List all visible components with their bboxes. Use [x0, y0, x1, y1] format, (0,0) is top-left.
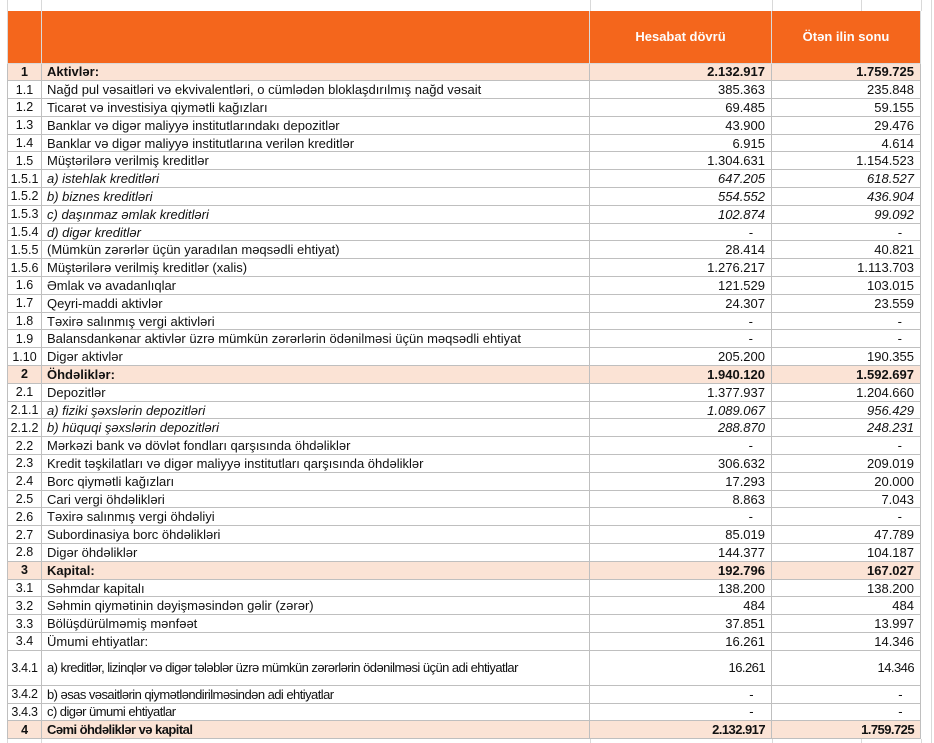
row-number-cell[interactable]: 2.8: [8, 544, 42, 562]
table-header-row: [8, 11, 921, 63]
description-cell[interactable]: Nağd pul vəsaitləri və ekvivalentləri, o cümlədən bloklaşdırılmış nağd vəsait: [42, 81, 590, 99]
row-number-cell[interactable]: 2.7: [8, 526, 42, 544]
description-cell[interactable]: Təxirə salınmış vergi öhdəliyi: [42, 508, 590, 526]
value-current-period-cell[interactable]: 43.900: [590, 116, 772, 134]
value-previous-year-cell[interactable]: 104.187: [772, 544, 921, 562]
value-previous-year-cell[interactable]: -: [772, 508, 921, 526]
row-number-cell[interactable]: 1.5.1: [8, 170, 42, 188]
description-cell[interactable]: Səhmin qiymətinin dəyişməsindən gəlir (zərər): [42, 597, 590, 615]
value-previous-year-cell[interactable]: 1.204.660: [772, 383, 921, 401]
value-current-period-cell[interactable]: 484: [590, 597, 772, 615]
table-row: [8, 116, 921, 134]
value-current-period-cell[interactable]: -: [590, 312, 772, 330]
row-number-cell[interactable]: 1.5.5: [8, 241, 42, 259]
row-number-cell[interactable]: 3.1: [8, 579, 42, 597]
description-cell[interactable]: Depozitlər: [42, 383, 590, 401]
value-previous-year-cell[interactable]: 1.154.523: [772, 152, 921, 170]
value-current-period-cell[interactable]: 1.940.120: [590, 366, 772, 384]
value-previous-year-cell[interactable]: 20.000: [772, 472, 921, 490]
value-current-period-cell[interactable]: 1.276.217: [590, 259, 772, 277]
row-number-cell[interactable]: 2.1.2: [8, 419, 42, 437]
table-row: [8, 508, 921, 526]
table-row: [8, 383, 921, 401]
value-previous-year-cell[interactable]: 4.614: [772, 134, 921, 152]
value-previous-year-cell[interactable]: 7.043: [772, 490, 921, 508]
value-previous-year-cell[interactable]: 484: [772, 597, 921, 615]
value-current-period-cell[interactable]: 647.205: [590, 170, 772, 188]
row-number-cell[interactable]: 3.4: [8, 633, 42, 651]
description-cell[interactable]: Cari vergi öhdəlikləri: [42, 490, 590, 508]
value-current-period-cell[interactable]: -: [590, 685, 772, 703]
description-cell[interactable]: Müştərilərə verilmiş kreditlər: [42, 152, 590, 170]
row-number-cell[interactable]: 1.10: [8, 348, 42, 366]
value-current-period-cell[interactable]: 102.874: [590, 205, 772, 223]
row-number-cell[interactable]: 1.1: [8, 81, 42, 99]
row-number-cell[interactable]: 1.5.2: [8, 188, 42, 206]
value-current-period-cell[interactable]: 138.200: [590, 579, 772, 597]
row-number-cell[interactable]: 3.4.2: [8, 685, 42, 703]
value-current-period-cell[interactable]: 2.132.917: [590, 721, 772, 739]
description-cell[interactable]: Əmlak və avadanlıqlar: [42, 277, 590, 295]
description-cell[interactable]: Kapital:: [42, 561, 590, 579]
description-cell[interactable]: Ümumi ehtiyatlar:: [42, 633, 590, 651]
value-current-period-cell[interactable]: -: [590, 330, 772, 348]
value-previous-year-cell[interactable]: 13.997: [772, 615, 921, 633]
table-row: [8, 170, 921, 188]
value-previous-year-cell[interactable]: 1.592.697: [772, 366, 921, 384]
value-current-period-cell[interactable]: 306.632: [590, 455, 772, 473]
description-cell[interactable]: Subordinasiya borc öhdəlikləri: [42, 526, 590, 544]
value-previous-year-cell[interactable]: 23.559: [772, 294, 921, 312]
table-row: [8, 401, 921, 419]
sheet-gridline-right: [931, 0, 932, 743]
header-cell-description[interactable]: [42, 11, 590, 63]
description-cell[interactable]: Səhmdar kapitalı: [42, 579, 590, 597]
value-previous-year-cell[interactable]: 138.200: [772, 579, 921, 597]
description-cell[interactable]: c) digər ümumi ehtiyatlar: [42, 703, 590, 721]
value-previous-year-cell[interactable]: -: [772, 437, 921, 455]
value-current-period-cell[interactable]: 144.377: [590, 544, 772, 562]
table-row: [8, 134, 921, 152]
description-cell[interactable]: a) kreditlər, lizinqlər və digər tələblər üzrə mümkün zərərlərin ödənilməsi üçün adi ehtiyatlar: [42, 650, 590, 685]
row-number-cell[interactable]: 2.1.1: [8, 401, 42, 419]
value-previous-year-cell[interactable]: -: [772, 223, 921, 241]
table-row: [8, 615, 921, 633]
value-current-period-cell[interactable]: -: [590, 703, 772, 721]
row-number-cell[interactable]: 3.4.3: [8, 703, 42, 721]
description-cell[interactable]: a) istehlak kreditləri: [42, 170, 590, 188]
value-current-period-cell[interactable]: -: [590, 437, 772, 455]
value-current-period-cell[interactable]: 17.293: [590, 472, 772, 490]
row-number-cell[interactable]: 3.4.1: [8, 650, 42, 685]
row-number-cell[interactable]: 2.4: [8, 472, 42, 490]
description-cell[interactable]: Bölüşdürülməmiş mənfəət: [42, 615, 590, 633]
description-cell[interactable]: b) biznes kreditləri: [42, 188, 590, 206]
table-row: [8, 490, 921, 508]
value-previous-year-cell[interactable]: -: [772, 312, 921, 330]
description-cell[interactable]: (Mümkün zərərlər üçün yaradılan məqsədli ehtiyat): [42, 241, 590, 259]
balance-table-body: [8, 63, 921, 739]
value-previous-year-cell[interactable]: 1.759.725: [772, 63, 921, 81]
table-row: [8, 99, 921, 117]
table-row: [8, 330, 921, 348]
table-row: [8, 205, 921, 223]
value-previous-year-cell[interactable]: 1.759.725: [772, 721, 921, 739]
value-previous-year-cell[interactable]: 167.027: [772, 561, 921, 579]
description-cell[interactable]: Cəmi öhdəliklər və kapital: [42, 721, 590, 739]
table-row: [8, 419, 921, 437]
row-number-cell[interactable]: 3: [8, 561, 42, 579]
table-row: [8, 348, 921, 366]
value-previous-year-cell[interactable]: 956.429: [772, 401, 921, 419]
value-current-period-cell[interactable]: 2.132.917: [590, 63, 772, 81]
value-current-period-cell[interactable]: 1.377.937: [590, 383, 772, 401]
row-number-cell[interactable]: 1.8: [8, 312, 42, 330]
value-previous-year-cell[interactable]: 29.476: [772, 116, 921, 134]
header-cell-number[interactable]: [8, 11, 42, 63]
description-cell[interactable]: Banklar və digər maliyyə institutlarına verilən kreditlər: [42, 134, 590, 152]
table-row: [8, 241, 921, 259]
value-previous-year-cell[interactable]: -: [772, 685, 921, 703]
description-cell[interactable]: b) hüquqi şəxslərin depozitləri: [42, 419, 590, 437]
row-number-cell[interactable]: 1.4: [8, 134, 42, 152]
table-row: [8, 455, 921, 473]
table-row: [8, 63, 921, 81]
table-row: [8, 223, 921, 241]
value-current-period-cell[interactable]: 205.200: [590, 348, 772, 366]
table-row: [8, 579, 921, 597]
header-cell-previous-year-end[interactable]: Ötən ilin sonu: [772, 11, 921, 63]
row-number-cell[interactable]: 1.5.3: [8, 205, 42, 223]
description-cell[interactable]: Digər öhdəliklər: [42, 544, 590, 562]
description-cell[interactable]: Balansdankənar aktivlər üzrə mümkün zərərlərin ödənilməsi üçün məqsədli ehtiyat: [42, 330, 590, 348]
row-number-cell[interactable]: 1.7: [8, 294, 42, 312]
description-cell[interactable]: Borc qiymətli kağızları: [42, 472, 590, 490]
value-previous-year-cell[interactable]: 235.848: [772, 81, 921, 99]
value-current-period-cell[interactable]: 16.261: [590, 650, 772, 685]
table-row: [8, 561, 921, 579]
row-number-cell[interactable]: 3.3: [8, 615, 42, 633]
value-current-period-cell[interactable]: 6.915: [590, 134, 772, 152]
value-current-period-cell[interactable]: -: [590, 508, 772, 526]
row-number-cell[interactable]: 3.2: [8, 597, 42, 615]
row-number-cell[interactable]: 2.3: [8, 455, 42, 473]
table-row: [8, 81, 921, 99]
row-number-cell[interactable]: 2.6: [8, 508, 42, 526]
table-row: [8, 259, 921, 277]
balance-sheet-table: [7, 11, 921, 739]
description-cell[interactable]: a) fiziki şəxslərin depozitləri: [42, 401, 590, 419]
table-row: [8, 650, 921, 685]
table-row: [8, 277, 921, 295]
value-previous-year-cell[interactable]: 14.346: [772, 650, 921, 685]
value-current-period-cell[interactable]: 121.529: [590, 277, 772, 295]
description-cell[interactable]: Kredit təşkilatları və digər maliyyə institutları qarşısında öhdəliklər: [42, 455, 590, 473]
value-previous-year-cell[interactable]: 209.019: [772, 455, 921, 473]
description-cell[interactable]: d) digər kreditlər: [42, 223, 590, 241]
value-previous-year-cell[interactable]: 40.821: [772, 241, 921, 259]
value-current-period-cell[interactable]: 8.863: [590, 490, 772, 508]
row-number-cell[interactable]: 2: [8, 366, 42, 384]
table-row: [8, 437, 921, 455]
table-row: [8, 188, 921, 206]
value-current-period-cell[interactable]: 24.307: [590, 294, 772, 312]
value-previous-year-cell[interactable]: 47.789: [772, 526, 921, 544]
table-row: [8, 294, 921, 312]
table-row: [8, 526, 921, 544]
value-previous-year-cell[interactable]: 103.015: [772, 277, 921, 295]
value-previous-year-cell[interactable]: 190.355: [772, 348, 921, 366]
value-current-period-cell[interactable]: 554.552: [590, 188, 772, 206]
table-row: [8, 472, 921, 490]
value-previous-year-cell[interactable]: -: [772, 703, 921, 721]
value-current-period-cell[interactable]: 69.485: [590, 99, 772, 117]
row-number-cell[interactable]: 1.6: [8, 277, 42, 295]
value-current-period-cell[interactable]: 288.870: [590, 419, 772, 437]
description-cell[interactable]: Mərkəzi bank və dövlət fondları qarşısında öhdəliklər: [42, 437, 590, 455]
row-number-cell[interactable]: 2.1: [8, 383, 42, 401]
description-cell[interactable]: Ticarət və investisiya qiymətli kağızları: [42, 99, 590, 117]
row-number-cell[interactable]: 1.9: [8, 330, 42, 348]
description-cell[interactable]: Müştərilərə verilmiş kreditlər (xalis): [42, 259, 590, 277]
row-number-cell[interactable]: 2.2: [8, 437, 42, 455]
value-previous-year-cell[interactable]: 99.092: [772, 205, 921, 223]
value-previous-year-cell[interactable]: 248.231: [772, 419, 921, 437]
row-number-cell[interactable]: 2.5: [8, 490, 42, 508]
row-number-cell[interactable]: 1.5: [8, 152, 42, 170]
description-cell[interactable]: Öhdəliklər:: [42, 366, 590, 384]
description-cell[interactable]: Aktivlər:: [42, 63, 590, 81]
description-cell[interactable]: Digər aktivlər: [42, 348, 590, 366]
table-row: [8, 633, 921, 651]
row-number-cell[interactable]: 1: [8, 63, 42, 81]
value-current-period-cell[interactable]: 37.851: [590, 615, 772, 633]
value-previous-year-cell[interactable]: 618.527: [772, 170, 921, 188]
row-number-cell[interactable]: 1.5.6: [8, 259, 42, 277]
value-previous-year-cell[interactable]: 1.113.703: [772, 259, 921, 277]
description-cell[interactable]: Təxirə salınmış vergi aktivləri: [42, 312, 590, 330]
value-previous-year-cell[interactable]: 14.346: [772, 633, 921, 651]
value-current-period-cell[interactable]: 192.796: [590, 561, 772, 579]
value-previous-year-cell[interactable]: 59.155: [772, 99, 921, 117]
value-current-period-cell[interactable]: -: [590, 223, 772, 241]
description-cell[interactable]: c) daşınmaz əmlak kreditləri: [42, 205, 590, 223]
value-previous-year-cell[interactable]: -: [772, 330, 921, 348]
table-row: [8, 312, 921, 330]
row-number-cell[interactable]: 4: [8, 721, 42, 739]
value-current-period-cell[interactable]: 385.363: [590, 81, 772, 99]
table-row: [8, 597, 921, 615]
table-row: [8, 703, 921, 721]
value-current-period-cell[interactable]: 85.019: [590, 526, 772, 544]
value-previous-year-cell[interactable]: 436.904: [772, 188, 921, 206]
table-row: [8, 721, 921, 739]
table-row: [8, 544, 921, 562]
value-current-period-cell[interactable]: 1.304.631: [590, 152, 772, 170]
table-row: [8, 152, 921, 170]
row-number-cell[interactable]: 1.2: [8, 99, 42, 117]
table-row: [8, 366, 921, 384]
header-cell-report-period[interactable]: Hesabat dövrü: [590, 11, 772, 63]
value-current-period-cell[interactable]: 28.414: [590, 241, 772, 259]
row-number-cell[interactable]: 1.3: [8, 116, 42, 134]
description-cell[interactable]: Banklar və digər maliyyə institutlarındakı depozitlər: [42, 116, 590, 134]
value-current-period-cell[interactable]: 16.261: [590, 633, 772, 651]
description-cell[interactable]: Qeyri-maddi aktivlər: [42, 294, 590, 312]
value-current-period-cell[interactable]: 1.089.067: [590, 401, 772, 419]
row-number-cell[interactable]: 1.5.4: [8, 223, 42, 241]
description-cell[interactable]: b) əsas vəsaitlərin qiymətləndirilməsindən adi ehtiyatlar: [42, 685, 590, 703]
table-row: [8, 685, 921, 703]
